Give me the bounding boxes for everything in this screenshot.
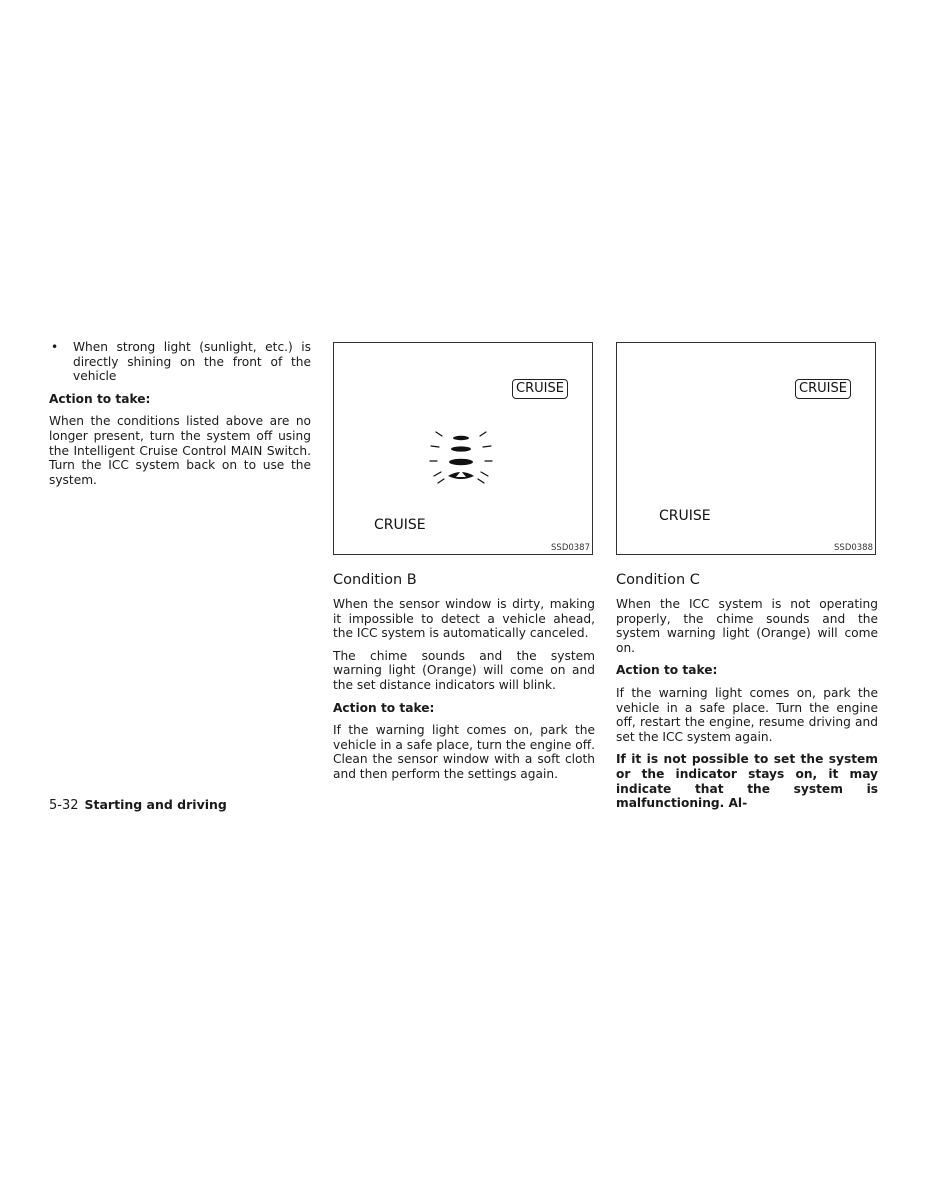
cruise-label: CRUISE	[374, 517, 426, 533]
cruise-badge: CRUISE	[512, 379, 568, 399]
distance-indicator-blinking-icon	[426, 428, 496, 488]
cruise-badge: CRUISE	[795, 379, 851, 399]
bullet-mark: •	[51, 340, 59, 354]
figure-condition-c	[616, 342, 876, 555]
action-heading: Action to take:	[333, 700, 435, 715]
condition-c-paragraph: When the ICC system is not operating properly, the chime sounds and the system warning light (Orange) will come on.	[616, 597, 878, 655]
figure-code: SSD0387	[551, 543, 590, 553]
cruise-label: CRUISE	[659, 508, 711, 524]
condition-b-paragraph: When the sensor window is dirty, making it impossible to detect a vehicle ahead, the ICC system is automatically canceled.	[333, 597, 595, 641]
action-heading: Action to take:	[616, 663, 718, 678]
right-column	[616, 340, 878, 819]
action-text: If the warning light comes on, park the vehicle in a safe place, turn the engine off. Clean the sensor window with a soft cloth and then perform the settings again.	[333, 723, 595, 781]
action-text: When the conditions listed above are no longer present, turn the system off using the Intelligent Cruise Control MAIN Switch. Turn the ICC system back on to use the system.	[49, 414, 311, 487]
page-footer	[49, 797, 227, 814]
left-column	[49, 340, 311, 495]
figure-code: SSD0388	[834, 543, 873, 553]
bullet-item	[49, 340, 311, 384]
middle-column	[333, 340, 595, 790]
figure-condition-b	[333, 342, 593, 555]
malfunction-warning-text: If it is not possible to set the system or the indicator stays on, it may indicate that the system is malfunctioning. Al-	[616, 752, 878, 811]
condition-c-title: Condition C	[616, 572, 700, 588]
section-title: Starting and driving	[84, 797, 227, 812]
condition-b-title: Condition B	[333, 572, 417, 588]
bullet-text: When strong light (sunlight, etc.) is directly shining on the front of the vehicle	[73, 340, 311, 384]
condition-b-paragraph: The chime sounds and the system warning light (Orange) will come on and the set distance indicators will blink.	[333, 648, 595, 692]
action-heading: Action to take:	[49, 391, 151, 406]
page-number: 5-32	[49, 798, 79, 813]
action-text: If the warning light comes on, park the vehicle in a safe place. Turn the engine off, restart the engine, resume driving and set the ICC system again.	[616, 685, 878, 744]
